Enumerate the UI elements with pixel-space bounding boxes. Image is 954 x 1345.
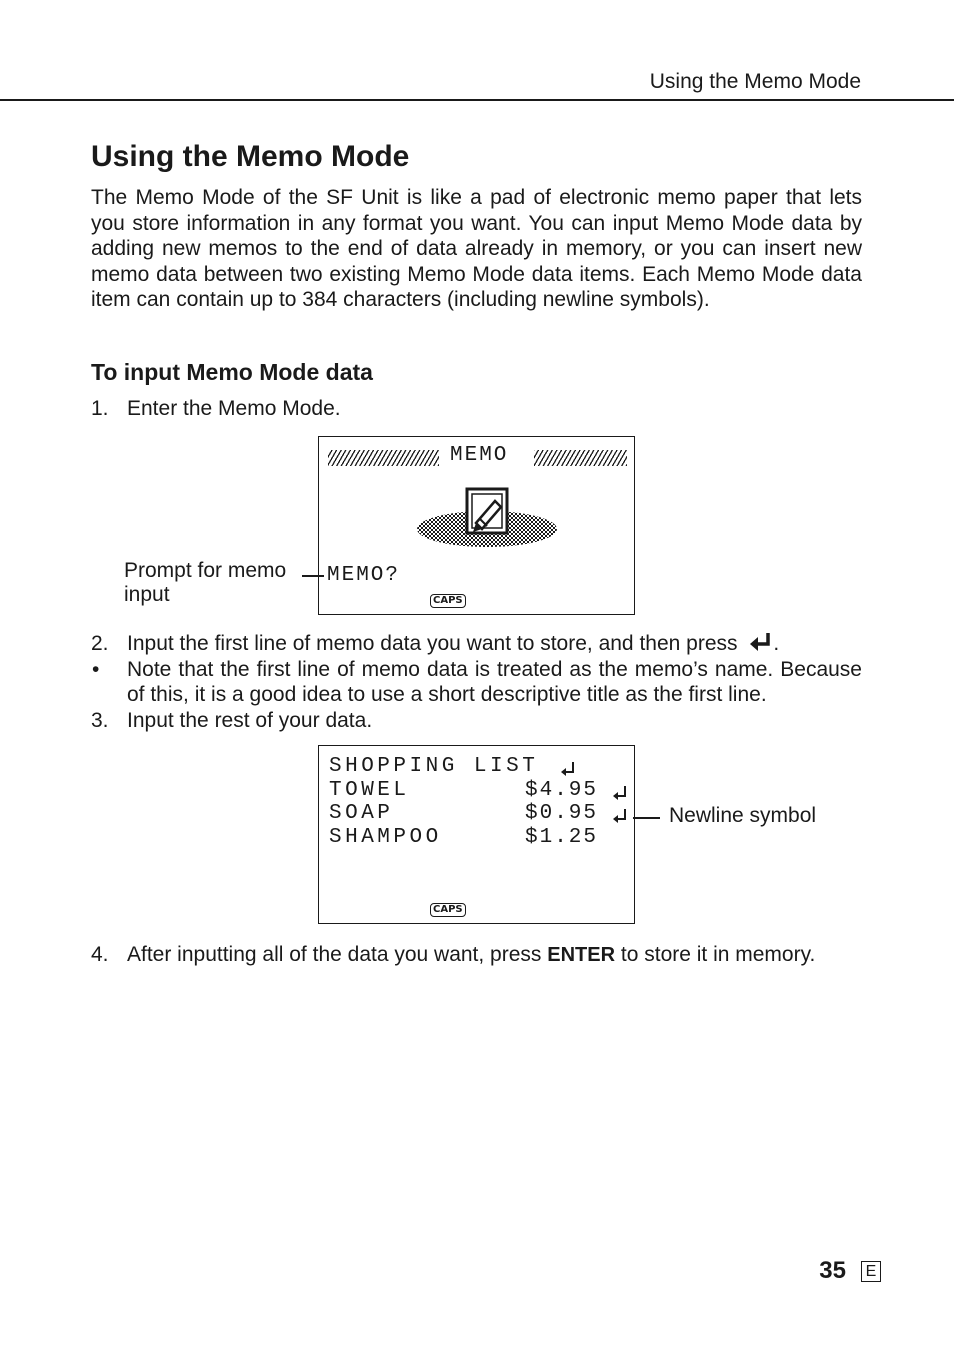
prompt-callout [124,559,286,607]
bullet-symbol: • [92,658,100,681]
step-text-after: to store it in memory. [615,943,816,966]
step-text-before: After inputting all of the data you want, press [127,943,548,966]
newline-leader-line [633,817,660,819]
list-item: SOAP [329,802,394,825]
step-text: Enter the Memo Mode. [127,397,341,420]
running-header: Using the Memo Mode [649,70,861,93]
return-key-icon [749,632,773,652]
step-number: 3. [91,709,109,732]
list-price: $0.95 [525,802,599,825]
intro-paragraph: The Memo Mode of the SF Unit is like a pad of electronic memo paper that lets you store information in any format you want. You can input Memo Mode data by adding new memos to the end of data already in memory, or you can insert new memo data between two existing Memo Mode data items. Each Memo Mode data item can contain up to 384 characters (including newline symbols). [91,186,862,311]
language-badge: E [861,1261,881,1282]
step-text [127,631,779,656]
bullet-text: Note that the first line of memo data is treated as the memo’s name. Because of this, it is a good idea to use a short descriptive title as the first line. [127,658,862,706]
list-item: TOWEL [329,779,410,802]
callout-line: input [124,583,170,606]
step-text [127,942,815,968]
memo-pad-icon [415,485,559,551]
prompt-leader-line [302,575,324,577]
memo-mode-screen [318,436,635,615]
section-subtitle: To input Memo Mode data [91,359,373,385]
list-price: $4.95 [525,779,599,802]
newline-icon [612,785,628,801]
screen-header-label: MEMO [450,444,509,467]
caps-indicator: CAPS [430,903,466,917]
hatch-bar-left [328,450,439,466]
enter-key-label: ENTER [547,944,616,966]
hatch-bar-right [534,450,627,466]
list-item: SHAMPOO [329,826,442,849]
step-number: 2. [91,632,109,655]
header-rule [0,99,954,101]
step-text: Input the rest of your data. [127,709,373,732]
newline-callout: Newline symbol [669,804,817,827]
list-price: $1.25 [525,826,599,849]
shopping-list-screen [318,745,635,924]
list-item: SHOPPING LIST [329,755,539,778]
step-text-body: Input the first line of memo data you want to store, and then press [127,632,738,655]
newline-icon [560,761,576,777]
page-number: 35 [819,1257,846,1284]
newline-icon [612,808,628,824]
memo-prompt: MEMO? [327,564,401,587]
step-text-end: . [773,632,780,655]
caps-indicator: CAPS [430,594,466,608]
callout-line: Prompt for memo [124,559,287,582]
page-title: Using the Memo Mode [91,140,410,173]
step-number: 4. [91,943,109,966]
step-number: 1. [91,397,109,420]
